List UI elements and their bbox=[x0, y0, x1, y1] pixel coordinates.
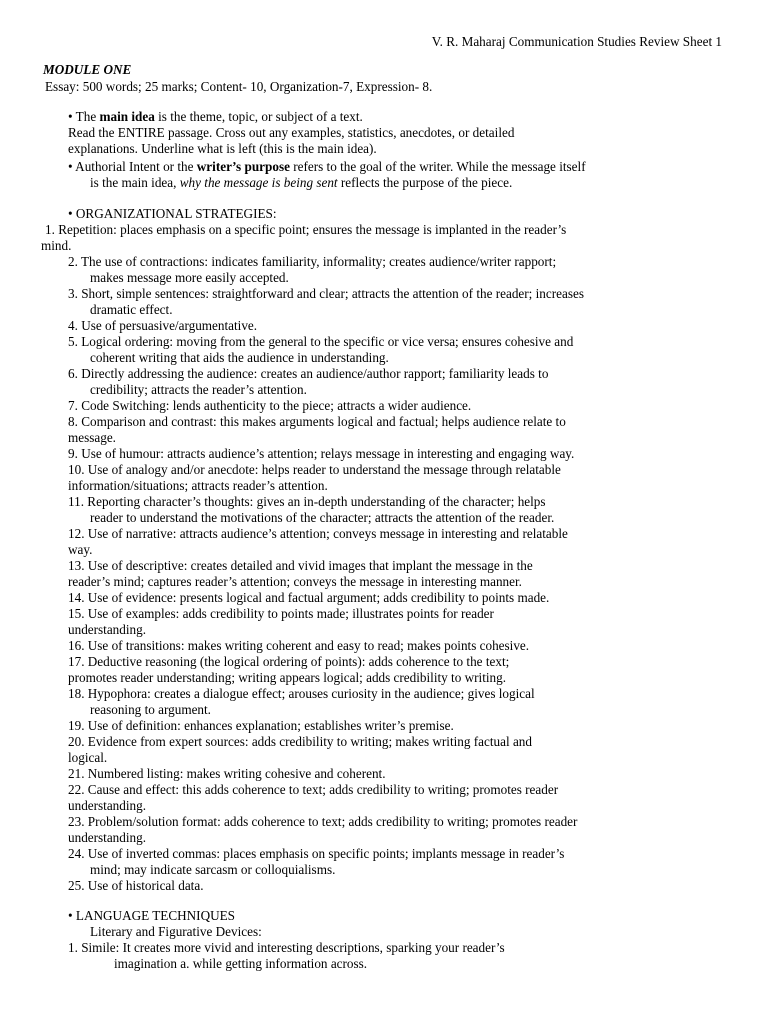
org-line: 1. Repetition: places emphasis on a specific point; ensures the message is implanted in the reader’s bbox=[45, 222, 567, 237]
org-line: 2. The use of contractions: indicates familiarity, informality; creates audience/writer rapport; bbox=[68, 254, 557, 269]
org-line: 13. Use of descriptive: creates detailed and vivid images that implant the message in the bbox=[68, 558, 533, 573]
org-line: 12. Use of narrative: attracts audience’s attention; conveys message in interesting and relatable bbox=[68, 526, 568, 541]
org-line: credibility; attracts the reader’s attention. bbox=[90, 382, 307, 397]
org-line: 3. Short, simple sentences: straightforward and clear; attracts the attention of the reader; increases bbox=[68, 286, 584, 301]
module-title: MODULE ONE bbox=[43, 62, 132, 77]
org-line: 25. Use of historical data. bbox=[68, 878, 204, 893]
org-line: reasoning to argument. bbox=[90, 702, 211, 717]
page-header: V. R. Maharaj Communication Studies Review Sheet 1 bbox=[431, 34, 722, 49]
org-line: coherent writing that aids the audience in understanding. bbox=[90, 350, 389, 365]
org-line: understanding. bbox=[68, 622, 147, 637]
org-line: information/situations; attracts reader’s attention. bbox=[68, 478, 328, 493]
org-line: way. bbox=[68, 542, 93, 557]
org-line: 15. Use of examples: adds credibility to points made; illustrates points for reader bbox=[68, 606, 494, 621]
org-line: 11. Reporting character’s thoughts: gives an in-depth understanding of the character; helps bbox=[68, 494, 546, 509]
org-line: promotes reader understanding; writing appears logical; adds credibility to writing. bbox=[68, 670, 507, 685]
org-line: reader’s mind; captures reader’s attention; conveys the message in interesting manner. bbox=[68, 574, 522, 589]
org-line: 17. Deductive reasoning (the logical ordering of points): adds coherence to the text; bbox=[68, 654, 510, 669]
org-line: 21. Numbered listing: makes writing cohesive and coherent. bbox=[68, 766, 386, 781]
authorial-intent-line-2: is the main idea, why the message is being sent reflects the purpose of the piece. bbox=[90, 175, 513, 190]
org-line: 14. Use of evidence: presents logical and factual argument; adds credibility to points made. bbox=[68, 590, 550, 605]
simile-line: 1. Simile: It creates more vivid and interesting descriptions, sparking your reader’s bbox=[68, 940, 505, 955]
org-line: 22. Cause and effect: this adds coherence to text; adds credibility to writing; promotes reader bbox=[68, 782, 559, 797]
org-line: 20. Evidence from expert sources: adds credibility to writing; makes writing factual and bbox=[68, 734, 532, 749]
org-line: 9. Use of humour: attracts audience’s attention; relays message in interesting and engaging way. bbox=[68, 446, 575, 461]
org-line: 7. Code Switching: lends authenticity to the piece; attracts a wider audience. bbox=[68, 398, 472, 413]
org-line: mind. bbox=[41, 238, 72, 253]
simile-line-2: imagination a. while getting information across. bbox=[114, 956, 368, 971]
authorial-intent-line: • Authorial Intent or the writer’s purpose refers to the goal of the writer. While the message itself bbox=[68, 159, 586, 174]
org-line: dramatic effect. bbox=[90, 302, 173, 317]
org-line: understanding. bbox=[68, 830, 147, 845]
org-line: 16. Use of transitions: makes writing coherent and easy to read; makes points cohesive. bbox=[68, 638, 530, 653]
language-techniques-heading: • LANGUAGE TECHNIQUES bbox=[68, 908, 236, 923]
main-idea-line-2: Read the ENTIRE passage. Cross out any examples, statistics, anecdotes, or detailed bbox=[68, 125, 515, 140]
org-line: 10. Use of analogy and/or anecdote: helps reader to understand the message through relatable bbox=[68, 462, 561, 477]
org-line: logical. bbox=[68, 750, 108, 765]
org-strategies-heading: • ORGANIZATIONAL STRATEGIES: bbox=[68, 206, 277, 221]
literary-devices-subheading: Literary and Figurative Devices: bbox=[90, 924, 262, 939]
org-line: 19. Use of definition: enhances explanation; establishes writer’s premise. bbox=[68, 718, 454, 733]
org-line: makes message more easily accepted. bbox=[90, 270, 289, 285]
org-line: 23. Problem/solution format: adds coherence to text; adds credibility to writing; promotes reader bbox=[68, 814, 578, 829]
main-idea-line-3: explanations. Underline what is left (this is the main idea). bbox=[68, 141, 377, 156]
org-line: 4. Use of persuasive/argumentative. bbox=[68, 318, 258, 333]
org-line: message. bbox=[68, 430, 116, 445]
org-line: 8. Comparison and contrast: this makes arguments logical and factual; helps audience relate to bbox=[68, 414, 566, 429]
org-line: 18. Hypophora: creates a dialogue effect; arouses curiosity in the audience; gives logical bbox=[68, 686, 535, 701]
org-line: 6. Directly addressing the audience: creates an audience/author rapport; familiarity leads to bbox=[68, 366, 549, 381]
org-line: understanding. bbox=[68, 798, 147, 813]
org-line: reader to understand the motivations of the character; attracts the attention of the reader. bbox=[90, 510, 555, 525]
org-line: 5. Logical ordering: moving from the general to the specific or vice versa; ensures cohesive and bbox=[68, 334, 574, 349]
org-line: 24. Use of inverted commas: places emphasis on specific points; implants message in reader’s bbox=[68, 846, 565, 861]
main-idea-line: • The main idea is the theme, topic, or subject of a text. bbox=[68, 109, 363, 124]
org-line: mind; may indicate sarcasm or colloquialisms. bbox=[90, 862, 336, 877]
essay-line: Essay: 500 words; 25 marks; Content- 10, Organization-7, Expression- 8. bbox=[45, 79, 433, 94]
